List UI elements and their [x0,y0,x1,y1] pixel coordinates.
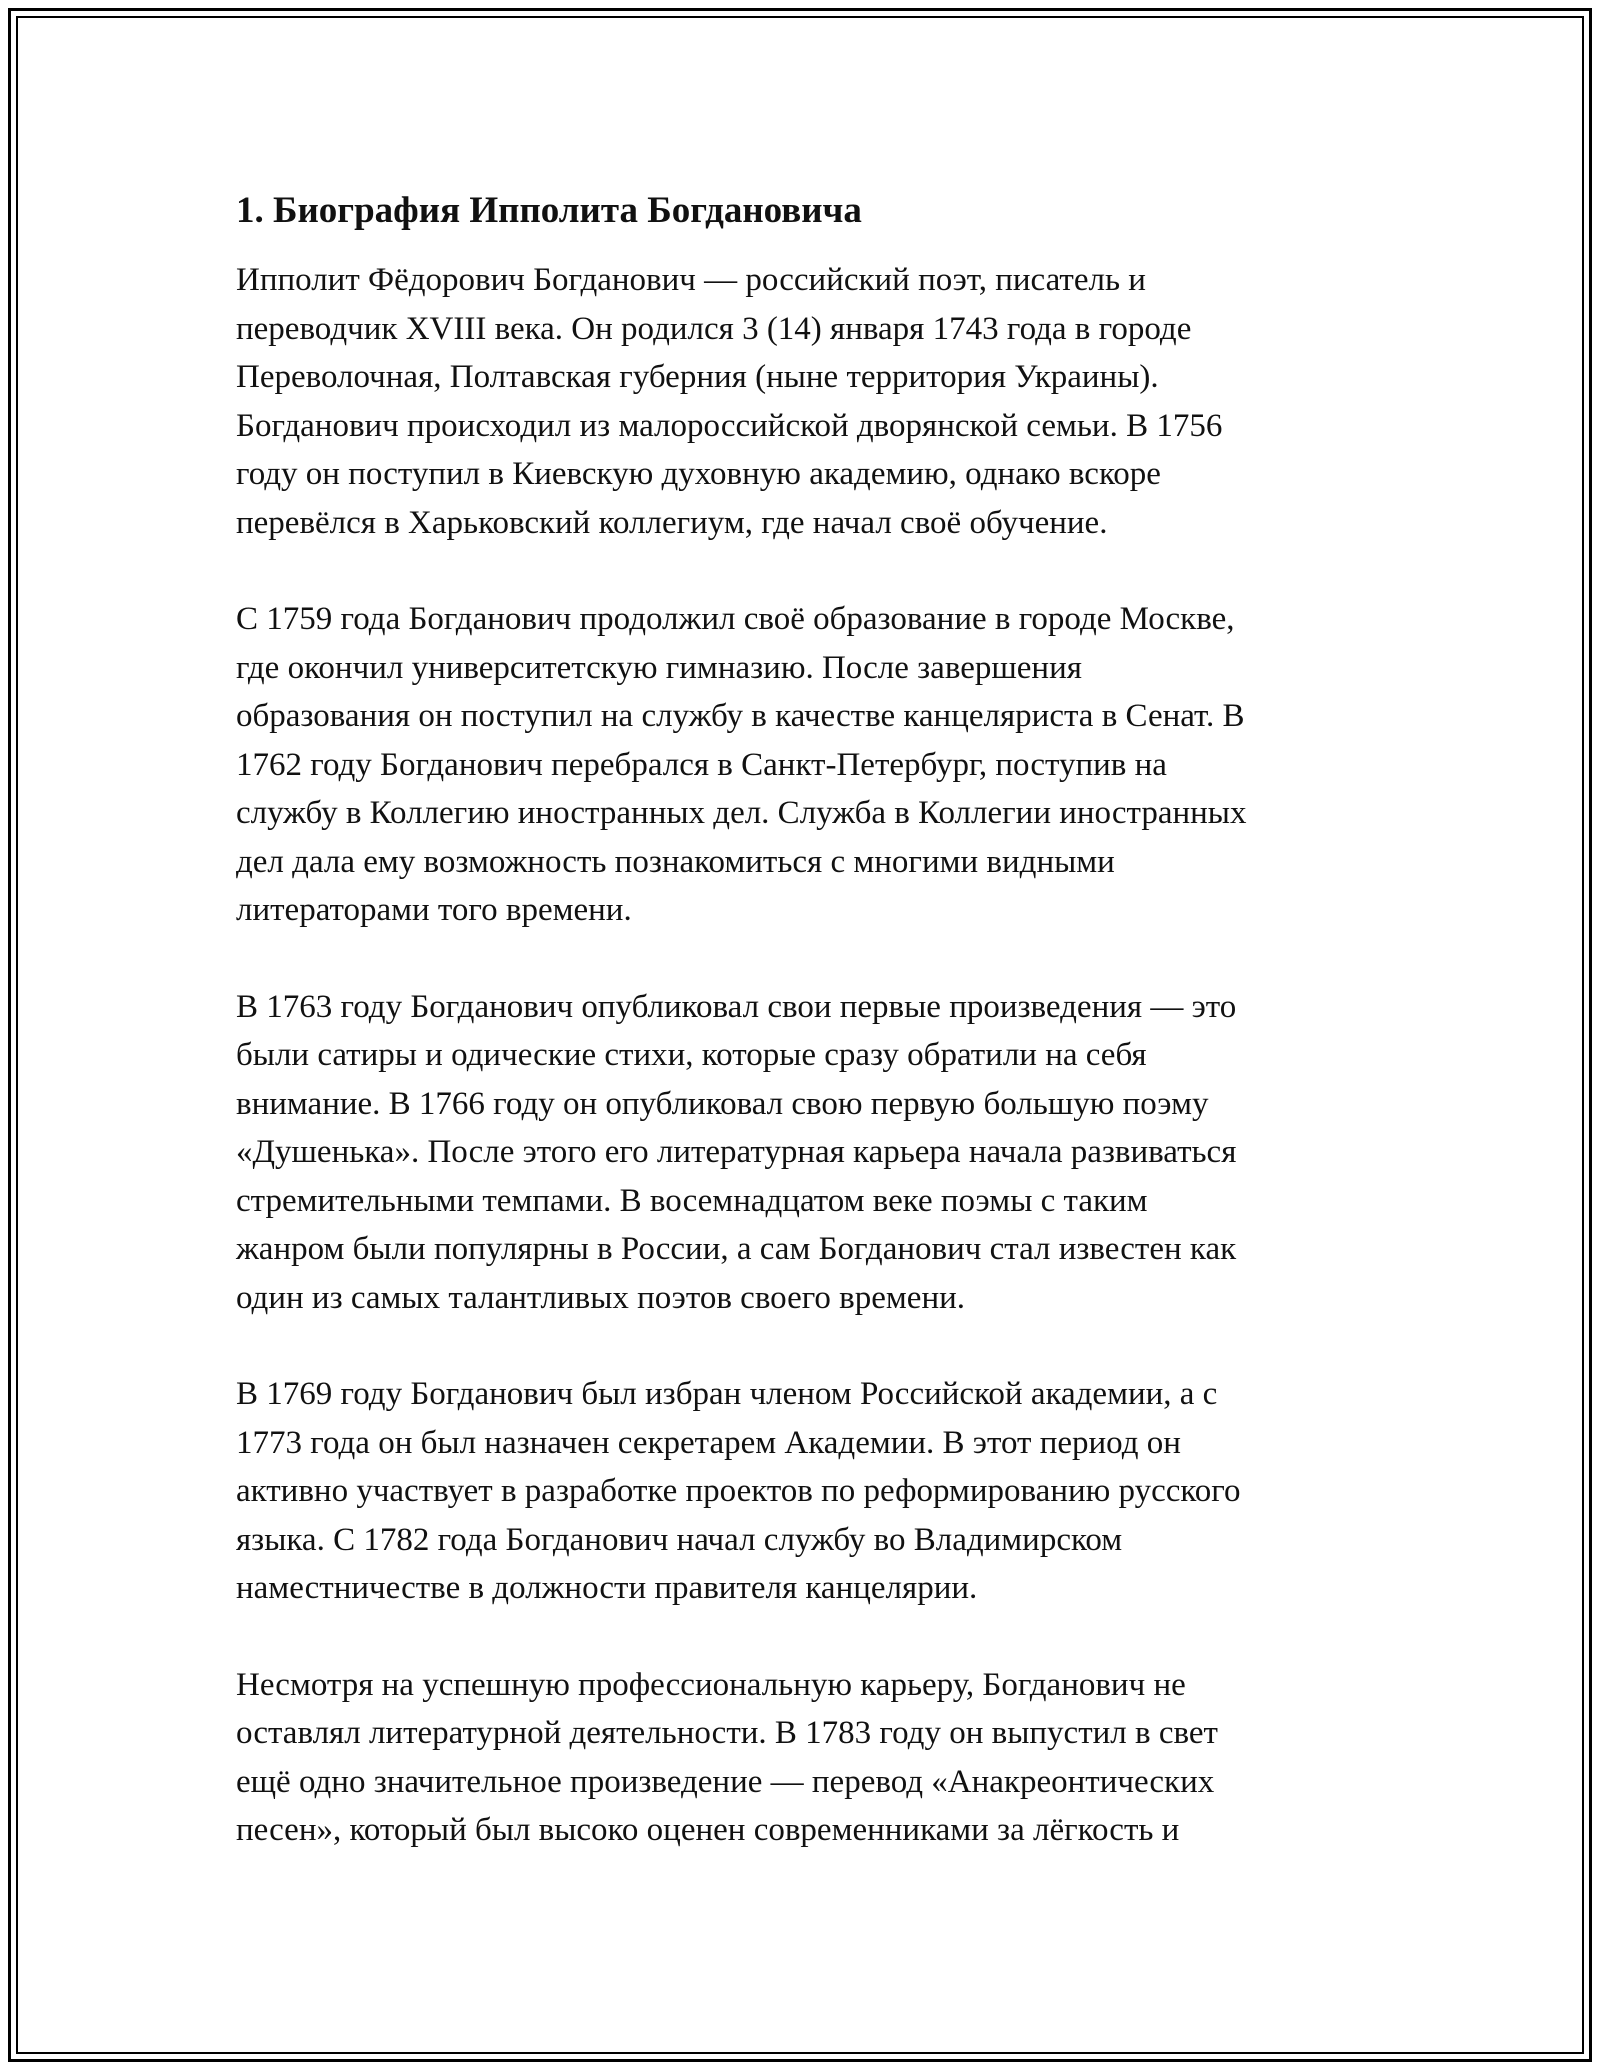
text-line: ещё одно значительное произведение — перевод «Анакреонтических [236,1763,1215,1800]
paragraph [236,256,1382,547]
text-line: перевёлся в Харьковский коллегиум, где начал своё обучение. [236,504,1108,541]
text-line: были сатиры и одические стихи, которые сразу обратили на себя [236,1037,1147,1073]
paragraph [236,595,1382,935]
text-line: службу в Коллегию иностранных дел. Служба в Коллегии иностранных [236,795,1247,831]
section-title: 1. Биография Ипполита Богдановича [236,190,862,231]
text-line: В 1763 году Богданович опубликовал свои первые произведения — это [236,988,1237,1025]
text-line: литераторами того времени. [236,892,632,928]
text-line: наместничестве в должности правителя канцелярии. [236,1570,978,1606]
text-line: внимание. В 1766 году он опубликовал свою первую большую поэму [236,1085,1209,1122]
text-line: С 1759 года Богданович продолжил своё образование в городе Москве, [236,601,1235,637]
text-line: Переволочная, Полтавская губерния (ныне территория Украины). [236,359,1159,395]
text-line: стремительными темпами. В восемнадцатом веке поэмы с таким [236,1182,1148,1219]
paragraph [236,1370,1382,1613]
text-line: жанром были популярны в России, а сам Богданович стал известен как [236,1231,1237,1267]
text-line: В 1769 году Богданович был избран членом Российской академии, а с [236,1376,1218,1412]
text-line: песен», который был высоко оценен современниками за лёгкость и [236,1812,1180,1848]
paragraph-list [236,256,1382,1855]
text-line: оставлял литературной деятельности. В 1783 году он выпустил в свет [236,1715,1218,1751]
document-body [236,186,1382,1903]
text-line: году он поступил в Киевскую духовную академию, однако вскоре [236,456,1161,492]
text-line: 1773 года он был назначен секретарем Академии. В этот период он [236,1424,1181,1461]
text-line: Богданович происходил из малороссийской дворянской семьи. В 1756 [236,407,1223,444]
text-line: Несмотря на успешную профессиональную карьеру, Богданович не [236,1666,1186,1703]
text-line: переводчик XVIII века. Он родился 3 (14) января 1743 года в городе [236,310,1192,347]
text-line: «Душенька». После этого его литературная карьера начала развиваться [236,1134,1237,1170]
paragraph [236,983,1382,1323]
text-line: образования он поступил на службу в качестве канцеляриста в Сенат. В [236,698,1245,734]
text-line: языка. С 1782 года Богданович начал службу во Владимирском [236,1521,1123,1558]
text-line: 1762 году Богданович перебрался в Санкт-Петербург, поступив на [236,746,1167,783]
text-line: дел дала ему возможность познакомиться с многими видными [236,843,1115,880]
paragraph [236,1661,1382,1855]
text-line: активно участвует в разработке проектов по реформированию русского [236,1473,1241,1509]
text-line: один из самых талантливых поэтов своего времени. [236,1279,966,1316]
text-line: Ипполит Фёдорович Богданович — российский поэт, писатель и [236,262,1146,298]
text-line: где окончил университетскую гимназию. После завершения [236,649,1082,686]
